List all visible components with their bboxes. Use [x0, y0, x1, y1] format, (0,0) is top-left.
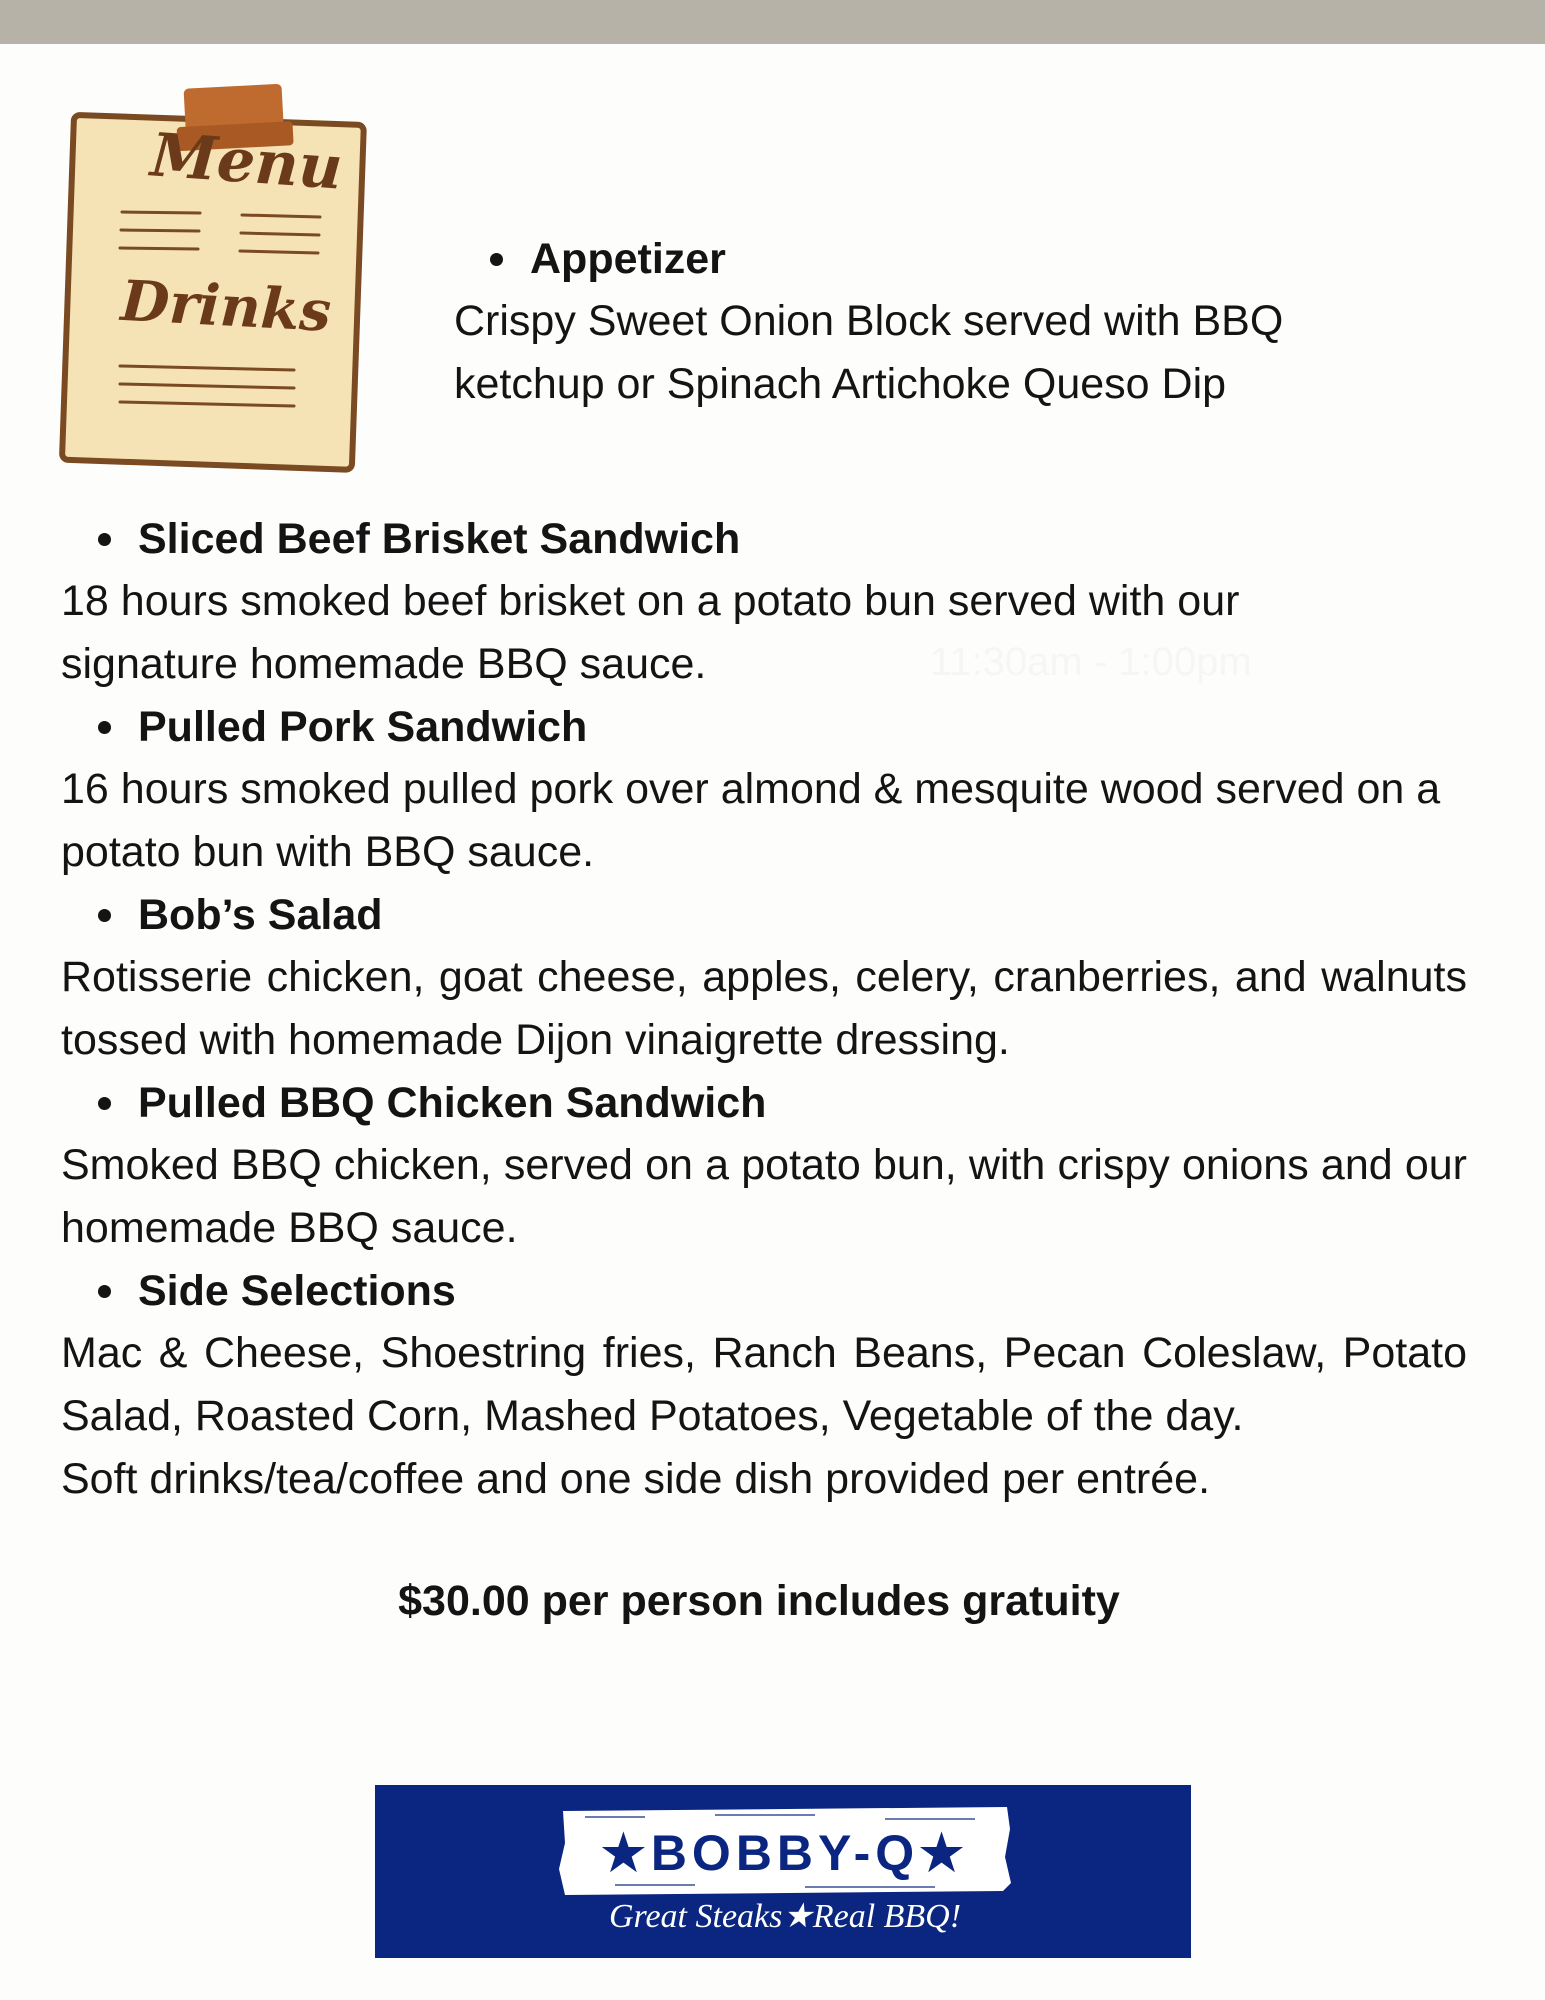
bobby-q-logo-banner [375, 1785, 1191, 1958]
menu-items [61, 508, 1467, 1511]
top-bar [0, 0, 1545, 44]
appetizer-section [454, 228, 1354, 416]
svg-text:Drinks: Drinks [119, 267, 333, 345]
menu-item [61, 1072, 1467, 1260]
price-line: $30.00 per person includes gratuity [398, 1577, 1120, 1625]
menu-item [61, 508, 1467, 696]
item-description: Mac & Cheese, Shoestring fries, Ranch Beans, Pecan Coleslaw, Potato Salad, Roasted Corn, Mashed Potatoes, Vegetable of the day. [61, 1329, 1467, 1440]
appetizer-heading: Appetizer [454, 228, 1354, 290]
bobby-q-logo [555, 1799, 1015, 1939]
item-description: Smoked BBQ chicken, served on a potato bun, with crispy onions and our homemade BBQ sauce. [61, 1141, 1467, 1252]
bullet-icon [98, 721, 111, 734]
menu-item [61, 1260, 1467, 1448]
faint-time-watermark: 11:30am - 1:00pm [930, 640, 1252, 684]
menu-item [61, 696, 1467, 884]
svg-text:★BOBBY-Q★: ★BOBBY-Q★ [601, 1825, 969, 1881]
item-heading: Pulled BBQ Chicken Sandwich [61, 1072, 1467, 1134]
item-heading: Sliced Beef Brisket Sandwich [61, 508, 1467, 570]
item-description: 16 hours smoked pulled pork over almond & mesquite wood served on a potato bun with BBQ sauce. [61, 765, 1441, 876]
svg-text:Great Steaks★Real BBQ!: Great Steaks★Real BBQ! [608, 1898, 962, 1935]
item-heading: Pulled Pork Sandwich [61, 696, 1467, 758]
item-heading: Bob’s Salad [61, 884, 1467, 946]
included-note: Soft drinks/tea/coffee and one side dish provided per entrée. [61, 1455, 1211, 1503]
menu-item [61, 884, 1467, 1072]
bullet-icon [98, 1285, 111, 1298]
bullet-icon [98, 533, 111, 546]
bullet-icon [98, 909, 111, 922]
bullet-icon [98, 1097, 111, 1110]
item-description: 18 hours smoked beef brisket on a potato bun served with our signature homemade BBQ sauce. [61, 577, 1240, 688]
svg-text:Menu: Menu [148, 120, 345, 204]
appetizer-line-1: Crispy Sweet Onion Block served with BBQ [454, 297, 1284, 345]
bullet-icon [490, 253, 503, 266]
menu-clipboard-icon [58, 80, 378, 480]
appetizer-line-2: ketchup or Spinach Artichoke Queso Dip [454, 360, 1227, 408]
item-description: Rotisserie chicken, goat cheese, apples, celery, cranberries, and walnuts tossed with homemade Dijon vinaigrette dressing. [61, 953, 1467, 1064]
item-heading: Side Selections [61, 1260, 1467, 1322]
